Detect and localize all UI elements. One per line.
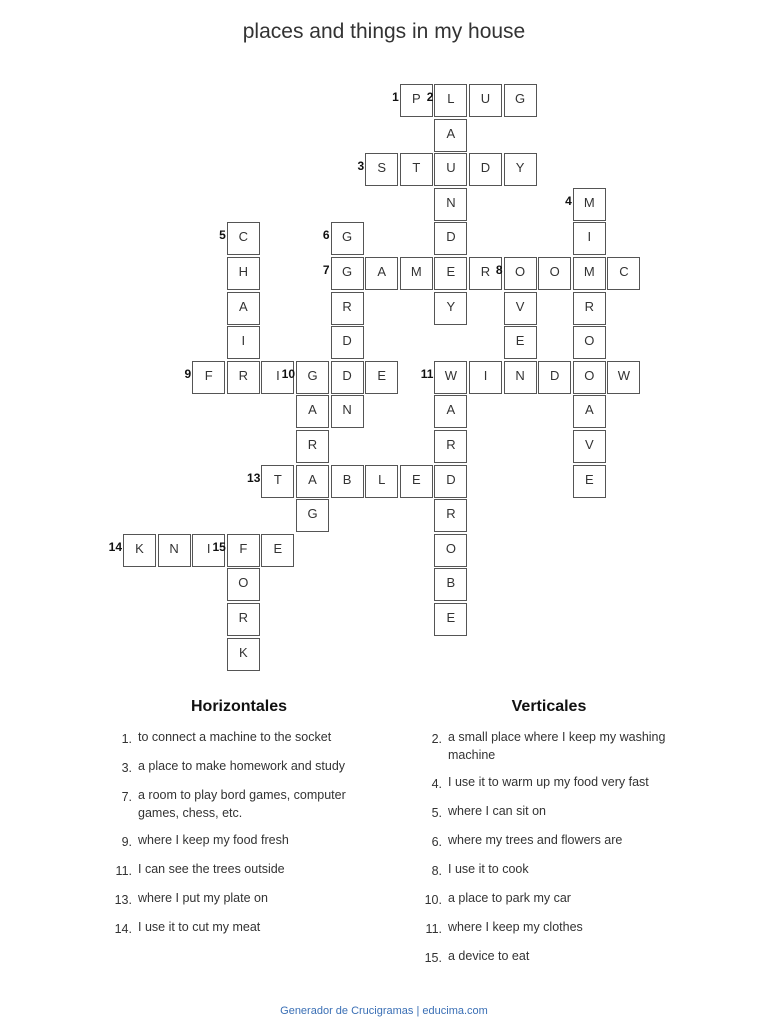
cell-letter: Y (515, 160, 525, 176)
clue-item-number: 11. (115, 864, 132, 878)
clue-number: 1 (392, 90, 399, 104)
clue-number: 8 (495, 263, 503, 277)
clue-number: 14 (108, 539, 122, 554)
crossword-cell (434, 222, 467, 255)
cell-letter: E (273, 540, 283, 556)
cell-letter: V (584, 437, 594, 452)
clue-item (418, 728, 680, 764)
down-heading: Verticales (511, 698, 587, 715)
crossword-cell (247, 465, 294, 498)
clue-item (108, 860, 370, 880)
cell-letter: R (446, 506, 456, 522)
crossword-cell (331, 326, 364, 359)
cell-letter: C (619, 264, 629, 279)
cell-letter: D (480, 160, 491, 176)
crossword-cell (400, 257, 433, 290)
crossword-cell (565, 188, 606, 221)
cell-letter: I (276, 367, 280, 383)
crossword-cell (504, 326, 537, 359)
crossword-cell (365, 257, 398, 290)
cell-letter: K (135, 540, 144, 556)
crossword-cell (504, 361, 537, 394)
crossword-cell (434, 395, 467, 428)
cell-letter: T (273, 471, 282, 487)
clue-number: 6 (322, 228, 330, 243)
across-clues (108, 698, 370, 947)
crossword-cell (184, 361, 225, 394)
cell-letter: Y (446, 298, 456, 314)
crossword-cell (420, 361, 467, 394)
clue-item-number: 13. (114, 893, 132, 907)
across-clue-list (108, 728, 370, 938)
clue-item (108, 918, 370, 938)
crossword-cell (434, 188, 467, 221)
crossword-cell (227, 568, 260, 601)
clue-item-number: 8. (431, 864, 442, 878)
crossword-cell (434, 153, 467, 186)
cell-letter: E (584, 471, 594, 487)
crossword-cell (357, 153, 398, 186)
clue-item-number: 2. (431, 732, 442, 746)
crossword-cell (434, 430, 467, 463)
crossword-cell (227, 638, 260, 671)
cell-letter: A (238, 298, 248, 314)
cell-letter: L (378, 471, 386, 487)
cell-letter: E (446, 610, 456, 625)
cell-letter: I (241, 333, 246, 349)
crossword-cell (434, 119, 467, 152)
crossword-cell (573, 361, 606, 394)
crossword-cell (469, 361, 502, 394)
clue-number: 15 (212, 539, 226, 554)
clue-item-text: where I put my plate on (138, 891, 268, 905)
footer-separator: | (413, 1005, 423, 1017)
crossword-cell (504, 84, 537, 117)
cell-letter: A (446, 125, 456, 141)
cell-letter: L (447, 91, 455, 106)
clue-item-text: a place to make homework and study (138, 759, 346, 773)
clue-item (108, 889, 370, 909)
cell-letter: W (444, 367, 458, 383)
crossword-cell (296, 499, 329, 532)
clue-item-text: where I keep my food fresh (138, 833, 289, 847)
site-link[interactable]: educima.com (422, 1005, 488, 1017)
cell-letter: H (238, 264, 248, 279)
cell-letter: R (307, 437, 318, 452)
cell-letter: P (411, 91, 421, 106)
crossword-cell (296, 465, 329, 498)
crossword-cell (331, 465, 364, 498)
crossword-cell (426, 84, 467, 117)
cell-letter: I (587, 229, 592, 245)
clue-item-text: I use it to cook (448, 862, 529, 876)
cell-letter: G (515, 91, 526, 106)
clue-item-number: 1. (121, 732, 132, 746)
crossword-cell (573, 222, 606, 255)
cell-letter: E (377, 367, 387, 383)
crossword-cell (504, 153, 537, 186)
clue-item-number: 10. (424, 893, 442, 907)
clue-item (108, 757, 370, 777)
crossword-cell (469, 84, 502, 117)
clue-item-number: 11. (425, 922, 442, 936)
cell-letter: A (446, 402, 456, 418)
cell-letter: E (446, 264, 456, 279)
cell-letter: G (307, 506, 318, 522)
crossword-cell (495, 257, 537, 290)
crossword-cell (331, 292, 364, 325)
clue-item (418, 860, 680, 880)
crossword-cell (322, 257, 364, 290)
crossword-cell (434, 465, 467, 498)
clue-item-text: a small place where I keep my washing machine (448, 730, 666, 762)
crossword-cell (469, 153, 502, 186)
cell-letter: S (377, 160, 387, 176)
clue-number: 10 (281, 366, 295, 381)
crossword-cell (158, 534, 191, 567)
crossword-cell (331, 395, 364, 428)
crossword-cell (607, 361, 640, 394)
crossword-cell (573, 395, 606, 428)
crossword-cell (434, 292, 467, 325)
clue-item-number: 5. (431, 806, 442, 820)
clue-number: 9 (184, 366, 192, 381)
crossword-cell (219, 222, 260, 255)
cell-letter: R (342, 298, 352, 314)
cell-letter: U (480, 91, 491, 106)
clue-item-number: 6. (431, 835, 442, 849)
clue-number: 7 (322, 263, 330, 277)
clue-number: 11 (420, 366, 434, 381)
crossword-cell (573, 292, 606, 325)
footer (0, 1005, 768, 1017)
crossword-cell (227, 257, 260, 290)
clue-item-text: where my trees and flowers are (448, 833, 623, 847)
cell-letter: O (584, 333, 595, 349)
page-title: places and things in my house (242, 20, 526, 43)
crossword-cell (434, 603, 467, 636)
clue-item-number: 9. (121, 835, 132, 849)
generator-link[interactable]: Generador de Crucigramas (280, 1005, 414, 1017)
clue-item (108, 728, 370, 748)
clue-item-text: I can see the trees outside (138, 862, 285, 876)
crossword-cell (504, 292, 537, 325)
cell-letter: A (308, 402, 317, 418)
crossword-cell (296, 430, 329, 463)
crossword-cell (365, 361, 398, 394)
down-clues (418, 698, 680, 976)
cell-letter: E (411, 471, 421, 487)
crossword-cell (261, 534, 294, 567)
crossword-cell (296, 395, 329, 428)
cell-letter: V (515, 298, 525, 314)
clue-item (418, 889, 680, 909)
cell-letter: D (342, 333, 352, 349)
cell-letter: F (239, 540, 248, 556)
crossword-cell (227, 603, 260, 636)
clue-item-text: a room to play bord games, computer games, chess, etc. (138, 788, 346, 820)
clue-item (418, 773, 680, 793)
cell-letter: G (342, 229, 353, 245)
cell-letter: E (515, 333, 525, 349)
cell-letter: G (342, 264, 353, 279)
clue-item (418, 802, 680, 822)
cell-letter: B (342, 471, 352, 487)
clue-item-text: I use it to warm up my food very fast (448, 775, 649, 789)
across-heading: Horizontales (190, 698, 287, 715)
clue-item-number: 4. (431, 777, 442, 791)
cell-letter: K (238, 644, 248, 660)
clue-item-number: 7. (121, 790, 132, 804)
cell-letter: R (238, 367, 248, 383)
clue-item-text: a place to park my car (448, 891, 571, 905)
cell-letter: I (483, 367, 488, 383)
clue-number: 5 (219, 228, 226, 243)
crossword-cell (538, 257, 571, 290)
clue-item-text: where I keep my clothes (448, 920, 583, 934)
cell-letter: W (617, 367, 631, 383)
crossword-cell (573, 430, 606, 463)
crossword-cell (573, 257, 606, 290)
crossword-cell (108, 534, 156, 567)
clue-item-number: 3. (121, 761, 132, 775)
crossword-cell (434, 568, 467, 601)
clue-item-text: to connect a machine to the socket (138, 730, 332, 744)
cell-letter: D (342, 367, 352, 383)
crossword-cell (400, 153, 433, 186)
cell-letter: O (549, 264, 560, 279)
crossword-cell (365, 465, 398, 498)
clue-number: 3 (357, 159, 365, 174)
cell-letter: N (446, 194, 456, 210)
cell-letter: A (377, 264, 387, 279)
cell-letter: G (307, 367, 318, 383)
crossword-cell (573, 326, 606, 359)
cell-letter: O (238, 575, 249, 591)
cell-letter: R (480, 264, 491, 279)
cell-letter: T (412, 160, 421, 176)
clue-item-number: 14. (114, 922, 132, 936)
down-clue-list (418, 728, 680, 967)
clue-number: 13 (247, 470, 261, 485)
clue-item (418, 918, 680, 938)
cell-letter: M (583, 264, 595, 279)
crossword-cell (434, 534, 467, 567)
cell-letter: A (308, 471, 317, 487)
cell-letter: A (584, 402, 594, 418)
cell-letter: M (583, 194, 595, 210)
cell-letter: F (204, 367, 213, 383)
crossword-cell (227, 292, 260, 325)
crossword-cell (331, 361, 364, 394)
cell-letter: R (446, 437, 456, 452)
cell-letter: B (446, 575, 456, 591)
cell-letter: N (342, 402, 352, 418)
clue-item (418, 831, 680, 851)
clue-item (108, 786, 370, 822)
cell-letter: U (446, 160, 456, 176)
clue-item-text: where I can sit on (448, 804, 546, 818)
crossword-cell (227, 326, 260, 359)
clue-item-text: a device to eat (448, 949, 530, 963)
cell-letter: N (169, 540, 179, 556)
cell-letter: C (238, 229, 248, 245)
crossword-cell (227, 361, 260, 394)
crossword-cell (400, 465, 433, 498)
cell-letter: D (446, 229, 456, 245)
cell-letter: O (584, 367, 595, 383)
cell-letter: D (549, 367, 560, 383)
crossword-cell (434, 257, 467, 290)
cell-letter: N (515, 367, 525, 383)
clue-number: 2 (426, 90, 434, 104)
cell-letter: I (206, 540, 211, 556)
clue-item-number: 15. (424, 951, 442, 965)
cell-letter: R (584, 298, 594, 314)
crossword-cell (573, 465, 606, 498)
crossword-cell (322, 222, 364, 255)
clue-item (418, 947, 680, 967)
clue-number: 4 (565, 193, 572, 208)
crossword-cell (538, 361, 571, 394)
cell-letter: D (446, 471, 456, 487)
crossword-cell (281, 361, 329, 394)
cell-letter: M (410, 264, 422, 279)
cell-letter: R (238, 610, 248, 625)
clue-item (108, 831, 370, 851)
cell-letter: O (515, 264, 526, 279)
crossword-cell (607, 257, 640, 290)
crossword-cell (212, 534, 260, 567)
clue-item-text: I use it to cut my meat (138, 920, 261, 934)
crossword-cell (434, 499, 467, 532)
cell-letter: O (445, 540, 456, 556)
